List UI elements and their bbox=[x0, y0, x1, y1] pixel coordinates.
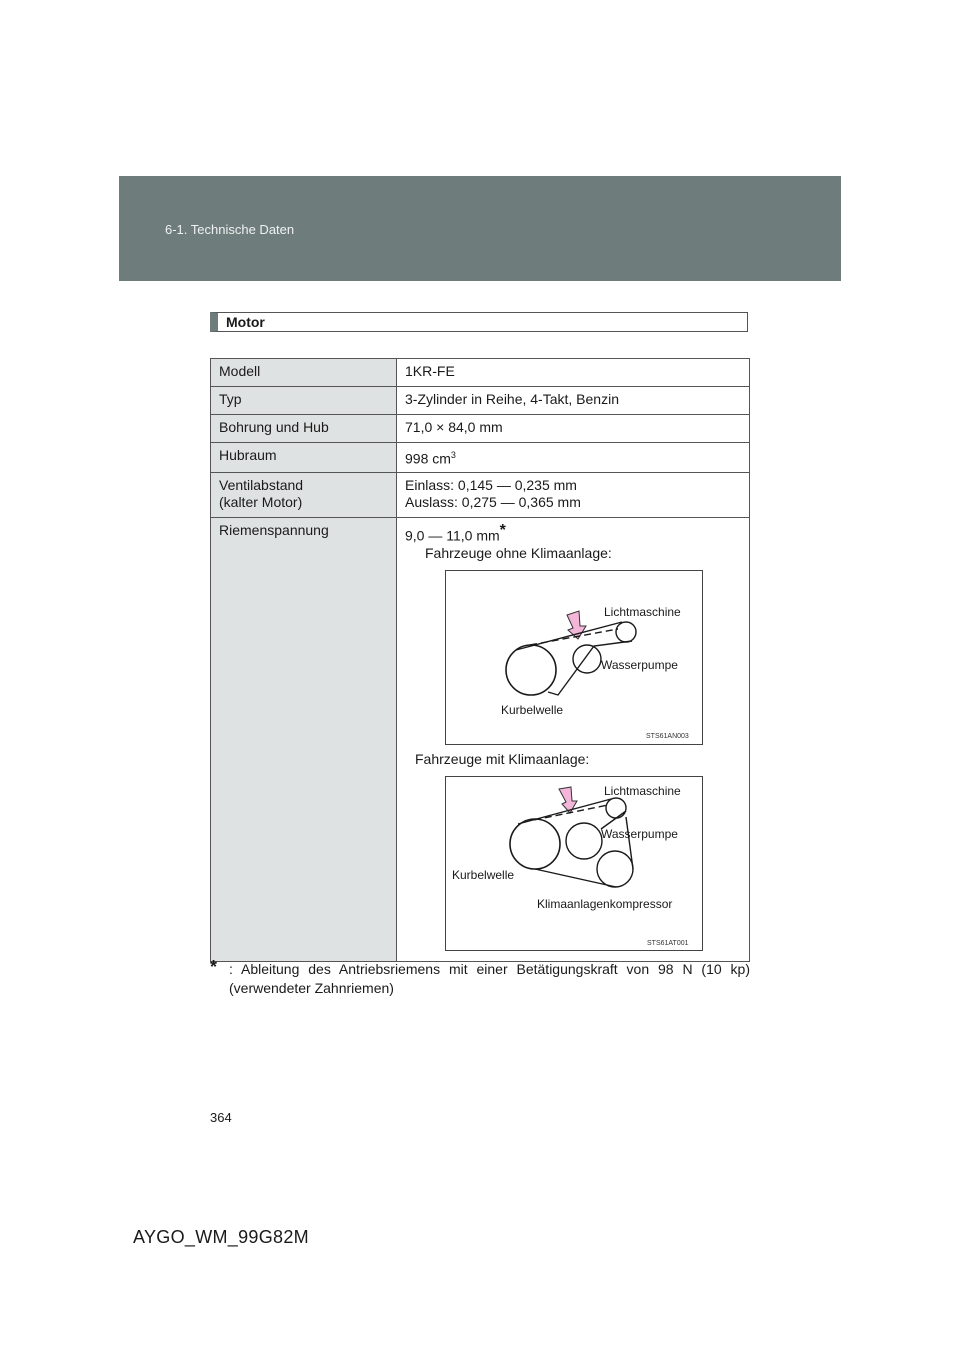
alternator-label: Lichtmaschine bbox=[604, 784, 681, 799]
page-number: 364 bbox=[210, 1110, 232, 1125]
alternator-label: Lichtmaschine bbox=[604, 605, 681, 620]
row-label: Riemenspannung bbox=[211, 517, 397, 962]
crankshaft-label: Kurbelwelle bbox=[501, 703, 564, 718]
water-pump-label: Wasserpumpe bbox=[601, 827, 678, 842]
unit-superscript: 3 bbox=[450, 450, 456, 460]
belt-diagram-no-ac bbox=[445, 570, 703, 745]
footnote-mark: * bbox=[210, 957, 218, 977]
water-pump-label: Wasserpumpe bbox=[601, 658, 678, 673]
belt-diagram-ac bbox=[445, 776, 703, 951]
section-breadcrumb: 6-1. Technische Daten bbox=[165, 222, 295, 237]
document-code: AYGO_WM_99G82M bbox=[133, 1227, 309, 1247]
crankshaft-label: Kurbelwelle bbox=[452, 868, 515, 883]
figure-code: STS61AN003 bbox=[646, 733, 689, 741]
belt-diagram-svg bbox=[446, 571, 702, 744]
row-label: Typ bbox=[211, 387, 397, 415]
row-label: Modell bbox=[211, 359, 397, 387]
row-value: 71,0 × 84,0 mm bbox=[397, 415, 750, 443]
table-row bbox=[211, 517, 750, 962]
belt-diagram-svg bbox=[446, 777, 702, 950]
footnote-ref: * bbox=[499, 521, 506, 539]
row-label: Bohrung und Hub bbox=[211, 415, 397, 443]
row-value bbox=[397, 472, 750, 517]
table-row bbox=[211, 359, 750, 387]
spec-table bbox=[210, 358, 750, 962]
row-label: Hubraum bbox=[211, 443, 397, 473]
intake-clearance: Einlass: 0,145 — 0,235 mm bbox=[405, 476, 577, 493]
label-line: (kalter Motor) bbox=[219, 493, 303, 510]
row-value bbox=[397, 517, 750, 962]
label-line: Ventilabstand bbox=[219, 476, 304, 493]
section-title: Motor bbox=[210, 312, 748, 332]
row-value: 1KR-FE bbox=[397, 359, 750, 387]
displacement-value: 998 cm bbox=[405, 450, 451, 467]
compressor-label: Klimaanlagenkompressor bbox=[537, 897, 673, 912]
ac-heading: Fahrzeuge mit Klimaanlage: bbox=[415, 751, 590, 768]
row-label bbox=[211, 472, 397, 517]
footnote bbox=[210, 958, 750, 998]
table-row bbox=[211, 387, 750, 415]
no-ac-heading: Fahrzeuge ohne Klimaanlage: bbox=[425, 545, 612, 562]
row-value: 3-Zylinder in Reihe, 4-Takt, Benzin bbox=[397, 387, 750, 415]
exhaust-clearance: Auslass: 0,275 — 0,365 mm bbox=[405, 493, 581, 510]
table-row bbox=[211, 472, 750, 517]
table-row bbox=[211, 443, 750, 473]
table-row bbox=[211, 415, 750, 443]
figure-code: STS61AT001 bbox=[647, 940, 689, 948]
belt-tension-text: 9,0 — 11,0 mm bbox=[405, 527, 500, 544]
row-value bbox=[397, 443, 750, 473]
footnote-text: : Ableitung des Antriebsriemens mit einer Betätigungskraft von 98 N (10 kp) (verwendeter Zahnriemen) bbox=[229, 961, 750, 996]
belt-tension-value bbox=[405, 522, 741, 545]
header-band bbox=[119, 176, 841, 281]
